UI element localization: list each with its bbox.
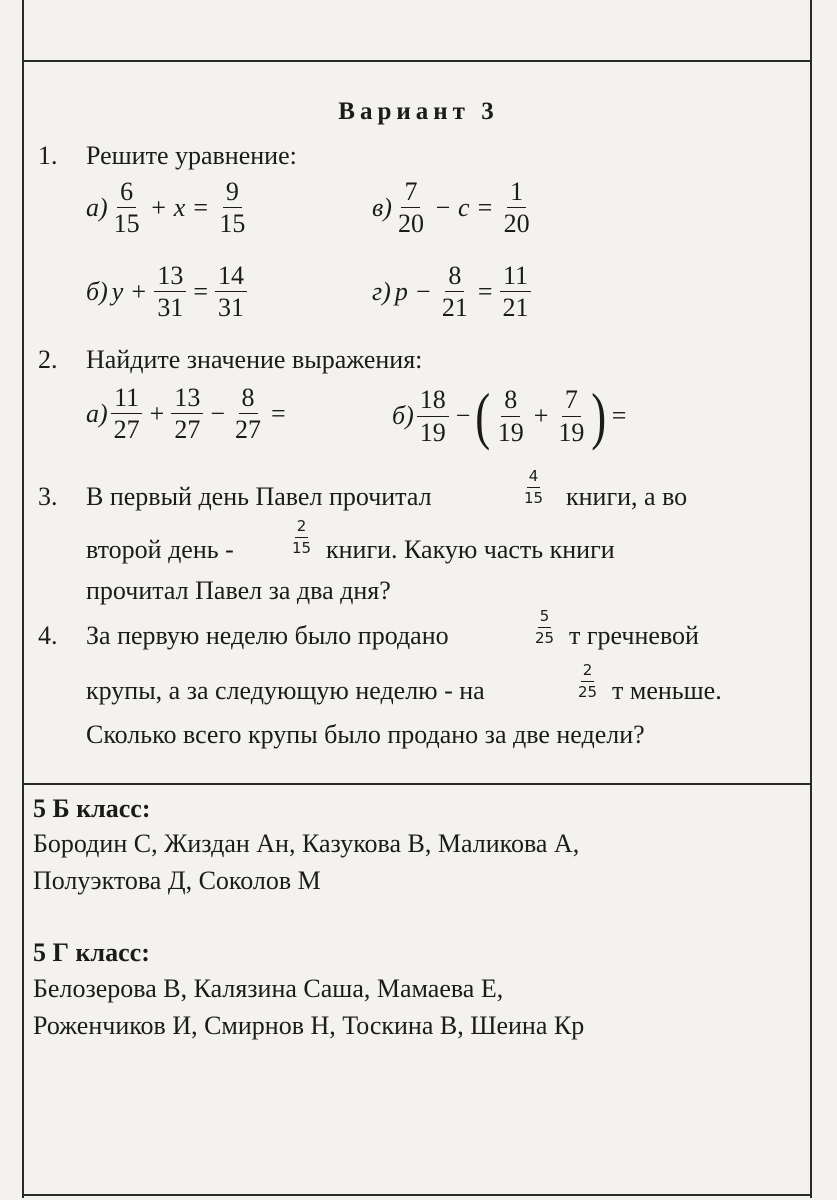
- fraction: $\frac{7}{20}$: [397, 177, 424, 239]
- eq-label: г): [372, 276, 391, 306]
- eq-variable: p −: [394, 276, 432, 306]
- task3-number: 3.: [38, 482, 58, 511]
- task2-expression-b: [392, 380, 630, 451]
- task3-line3: прочитал Павел за два дня?: [86, 576, 391, 605]
- expr-label: а): [86, 398, 108, 428]
- fraction: $\frac{13}{27}$: [171, 384, 203, 444]
- fraction: $\frac{14}{31}$: [215, 262, 247, 322]
- fraction: $\frac{6}{15}$: [113, 177, 140, 239]
- fraction: $\frac{8}{27}$: [235, 383, 262, 445]
- fraction: $\frac{9}{15}$: [219, 177, 246, 239]
- class-5b-line1: Бородин С, Жиздан Ан, Казукова В, Маликова А,: [33, 829, 580, 858]
- eq-sign: =: [271, 398, 286, 428]
- fraction: $\frac{8}{19}$: [497, 385, 524, 447]
- class-5g-line1: Белозерова В, Калязина Саша, Мамаева Е,: [33, 974, 504, 1003]
- fraction: $\frac{11}{27}$: [111, 384, 143, 444]
- eq-label: а): [86, 192, 108, 222]
- task4-fraction1: 5 25: [535, 607, 555, 647]
- class-5g-heading: 5 Г класс:: [33, 938, 150, 967]
- task3-line2b: книги. Какую часть книги: [326, 535, 615, 564]
- fraction: $\frac{7}{19}$: [558, 385, 585, 447]
- task3-fraction1: 4 15: [524, 467, 544, 507]
- eq-label: в): [372, 192, 392, 222]
- task3-line2a: второй день -: [86, 535, 234, 564]
- frame-right-border: [810, 0, 812, 1198]
- eq-sign: =: [611, 401, 627, 430]
- operator: −: [210, 398, 226, 428]
- eq-sign: =: [193, 276, 208, 306]
- task1-text: Решите уравнение:: [86, 141, 297, 170]
- task3-line1a: В первый день Павел прочитал: [86, 482, 432, 511]
- task4-line3: Сколько всего крупы было продано за две недели?: [86, 720, 645, 749]
- task4-line2b: т меньше.: [612, 676, 722, 705]
- task1-equation-g: [372, 262, 535, 322]
- eq-label: б): [86, 276, 108, 306]
- operator: +: [149, 398, 165, 428]
- task4-fraction2: 2 25: [578, 661, 598, 701]
- fraction: $\frac{18}{19}$: [417, 386, 449, 446]
- eq-sign: =: [477, 276, 493, 306]
- fraction: $\frac{1}{20}$: [503, 177, 530, 239]
- task4-number: 4.: [38, 621, 58, 650]
- top-divider: [22, 60, 812, 62]
- frame-bottom-border: [22, 1194, 812, 1196]
- task1-equation-v: [372, 178, 536, 238]
- task1-equation-a: [86, 178, 251, 238]
- variant-title: Вариант 3: [338, 98, 499, 125]
- right-paren: ): [591, 380, 607, 451]
- task3-fraction2: 2 15: [292, 517, 312, 557]
- task4-line2a: крупы, а за следующую неделю - на: [86, 676, 485, 705]
- fraction: $\frac{13}{31}$: [154, 262, 186, 322]
- task2-text: Найдите значение выражения:: [86, 345, 423, 374]
- class-5b-line2: Полуэктова Д, Соколов М: [33, 866, 321, 895]
- task2-number: 2.: [38, 345, 58, 374]
- eq-middle: + x =: [149, 192, 210, 222]
- task4-line1a: За первую неделю было продано: [86, 621, 449, 650]
- middle-divider: [22, 783, 812, 785]
- operator: +: [533, 401, 549, 430]
- task1-equation-b: [86, 262, 250, 322]
- task2-expression-a: [86, 384, 290, 444]
- task4-line1b: т гречневой: [569, 621, 699, 650]
- operator: −: [455, 401, 471, 430]
- left-paren: (: [475, 380, 491, 451]
- fraction: $\frac{8}{21}$: [441, 261, 468, 323]
- task3-line1b: книги, а во: [566, 482, 688, 511]
- class-5b-heading: 5 Б класс:: [33, 794, 151, 823]
- expr-label: б): [392, 401, 414, 430]
- fraction: $\frac{11}{21}$: [500, 262, 532, 322]
- task1-number: 1.: [38, 141, 58, 170]
- class-5g-line2: Роженчиков И, Смирнов Н, Тоскина В, Шеина Кр: [33, 1011, 585, 1040]
- frame-left-border: [22, 0, 24, 1198]
- eq-middle: − c =: [433, 192, 494, 222]
- eq-variable: y +: [111, 276, 148, 306]
